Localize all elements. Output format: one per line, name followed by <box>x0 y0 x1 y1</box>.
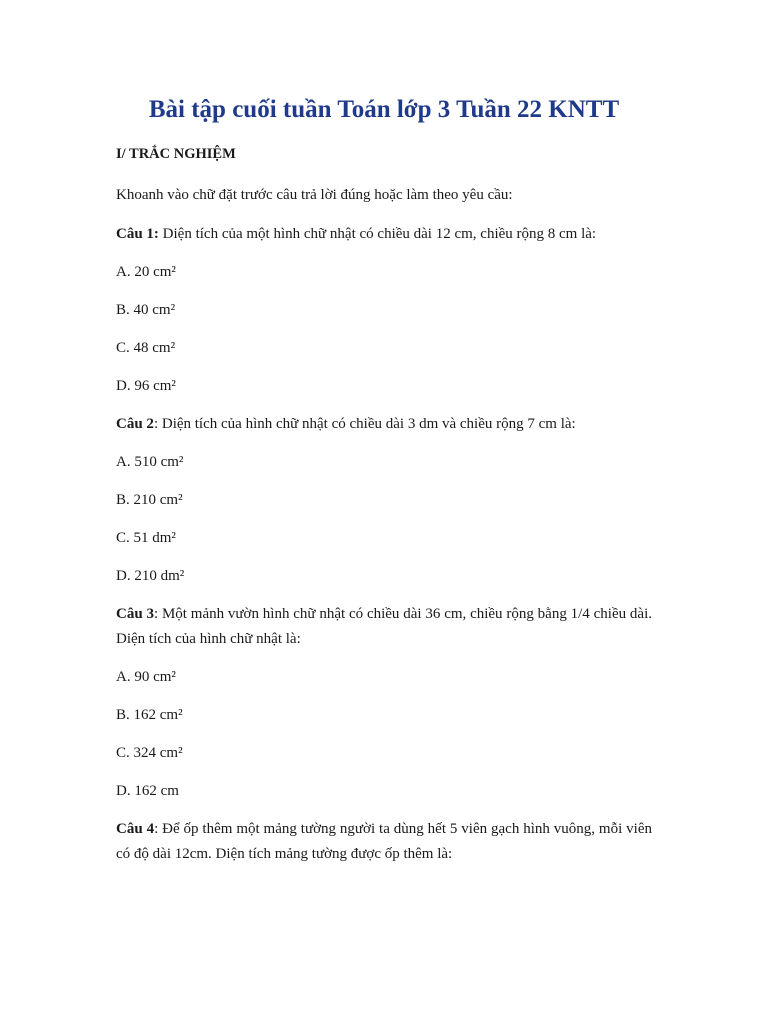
question-1-label: Câu 1: <box>116 226 159 242</box>
question-2-option-d: D. 210 dm² <box>116 568 185 584</box>
question-2-label: Câu 2 <box>116 416 154 432</box>
question-1 <box>116 222 652 247</box>
document-page <box>116 96 652 880</box>
question-4-label: Câu 4 <box>116 821 155 837</box>
question-3-text: : Một mảnh vườn hình chữ nhật có chiều dài 36 cm, chiều rộng bằng 1/4 chiều dài. Diện tích của hình chữ nhật là: <box>116 606 652 647</box>
question-4 <box>116 817 652 867</box>
question-1-option-b: B. 40 cm² <box>116 302 176 318</box>
question-1-option-c: C. 48 cm² <box>116 340 176 356</box>
question-3-option-b: B. 162 cm² <box>116 707 183 723</box>
question-2 <box>116 412 652 437</box>
instruction-text: Khoanh vào chữ đặt trước câu trả lời đúng hoặc làm theo yêu cầu: <box>116 187 513 203</box>
question-1-option-a: A. 20 cm² <box>116 264 176 280</box>
question-3 <box>116 602 652 652</box>
question-1-option-d: D. 96 cm² <box>116 378 176 394</box>
question-2-option-c: C. 51 dm² <box>116 530 176 546</box>
document-title: Bài tập cuối tuần Toán lớp 3 Tuần 22 KNTT <box>148 96 620 123</box>
question-3-option-d: D. 162 cm <box>116 783 179 799</box>
question-3-option-c: C. 324 cm² <box>116 745 183 761</box>
question-2-option-b: B. 210 cm² <box>116 492 183 508</box>
section-heading: I/ TRẮC NGHIỆM <box>116 146 236 162</box>
question-1-text: Diện tích của một hình chữ nhật có chiều dài 12 cm, chiều rộng 8 cm là: <box>158 226 597 242</box>
question-4-text: : Để ốp thêm một mảng tường người ta dùng hết 5 viên gạch hình vuông, mỗi viên có độ dài 12cm. Diện tích mảng tường được ốp thêm là: <box>116 821 652 862</box>
question-2-option-a: A. 510 cm² <box>116 454 184 470</box>
question-3-label: Câu 3 <box>116 606 154 622</box>
question-3-option-a: A. 90 cm² <box>116 669 176 685</box>
question-2-text: : Diện tích của hình chữ nhật có chiều dài 3 dm và chiều rộng 7 cm là: <box>153 416 576 432</box>
